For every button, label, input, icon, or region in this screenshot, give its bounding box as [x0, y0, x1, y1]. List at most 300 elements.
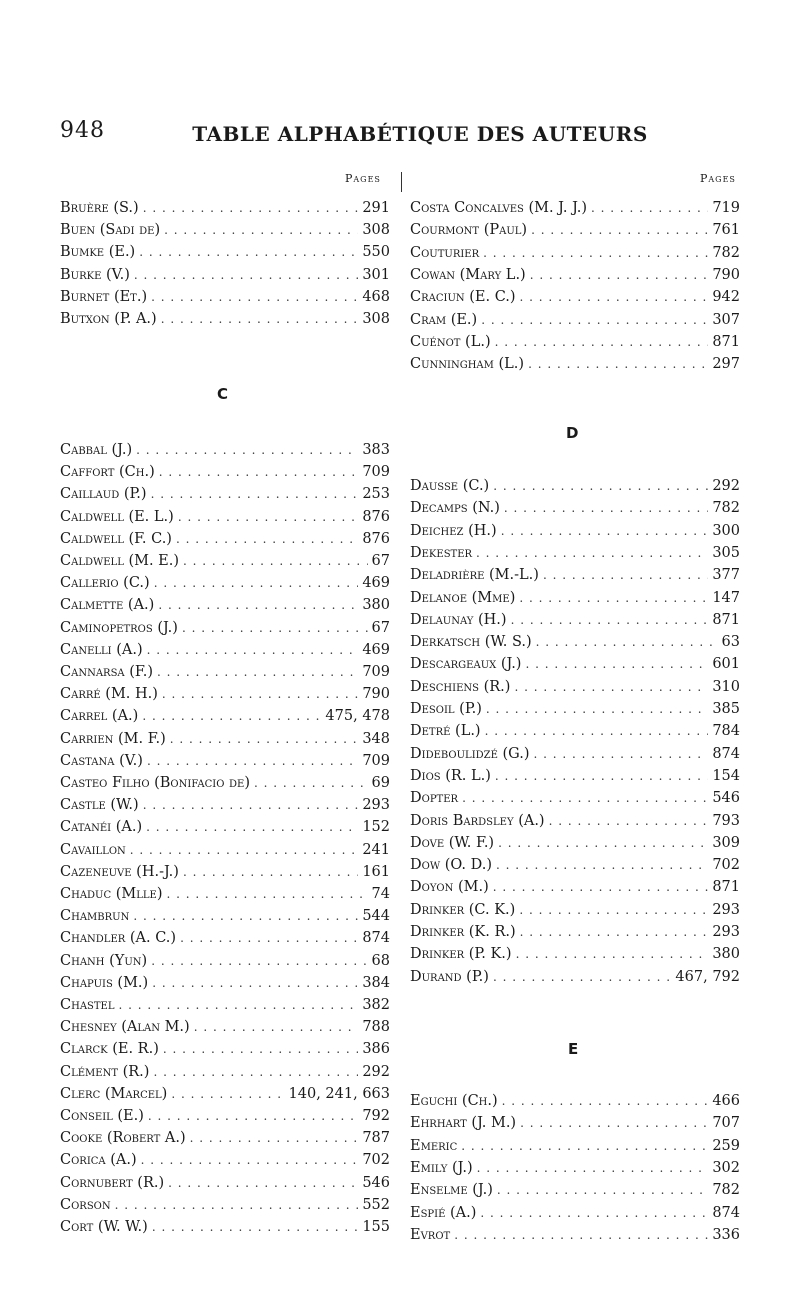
index-entry [60, 222, 390, 244]
page-references: 253 [362, 486, 390, 503]
author-name: Craciun (E. C.) [410, 289, 516, 306]
page-references: 336 [712, 1226, 740, 1243]
page-references: 147 [712, 589, 740, 606]
index-entry [410, 478, 740, 500]
leader-dots [477, 1161, 709, 1175]
author-name: Caldwell (M. E.) [60, 553, 180, 569]
author-name: Canelli (A.) [60, 641, 143, 658]
page-references: 161 [362, 863, 390, 880]
left-column-header: Pages [345, 172, 381, 185]
author-name: Chastel [60, 997, 115, 1013]
index-entry [410, 334, 740, 356]
page-references: 292 [362, 1063, 390, 1080]
page-references: 552 [362, 1196, 390, 1213]
author-name: Butxon (P. A.) [60, 311, 157, 327]
index-entry [60, 930, 390, 952]
leader-dots [133, 909, 358, 923]
author-name: Clarck (E. R.) [60, 1041, 159, 1058]
index-entry [60, 997, 390, 1019]
page-references: 793 [712, 812, 740, 829]
leader-dots [152, 976, 358, 990]
leader-dots [147, 754, 358, 768]
index-entry [60, 708, 390, 730]
index-entry [60, 886, 390, 908]
page-references: 876 [362, 530, 390, 547]
index-entry [60, 509, 390, 531]
left-column [60, 0, 390, 1304]
page-references: 386 [362, 1041, 390, 1058]
index-entry [410, 567, 740, 589]
author-name: Cazeneuve (H.-J.) [60, 863, 179, 880]
author-name: Corson [60, 1196, 111, 1213]
page-references: 546 [362, 1174, 390, 1191]
author-name: Delanoe (Mme) [410, 589, 516, 606]
index-entry [410, 813, 740, 835]
page-references: 790 [712, 266, 740, 283]
author-name: Carrel (A.) [60, 708, 139, 725]
index-entry [60, 642, 390, 664]
author-name: Clément (R.) [60, 1063, 150, 1080]
index-entry [410, 312, 740, 334]
author-name: Drinker (P. K.) [410, 946, 512, 963]
author-name: Cowan (Mary L.) [410, 266, 526, 283]
index-entry [410, 222, 740, 244]
leader-dots [162, 687, 358, 701]
leader-dots [146, 820, 358, 834]
leader-dots [190, 1131, 359, 1145]
author-name: Burnet (Et.) [60, 288, 148, 305]
page-references: 309 [712, 834, 740, 851]
author-name: Clerc (Marcel) [60, 1085, 168, 1102]
author-name: Dove (W. F.) [410, 834, 495, 851]
index-entry [60, 1041, 390, 1063]
index-entry [410, 1093, 740, 1115]
index-entry [410, 902, 740, 924]
index-entry [60, 975, 390, 997]
leader-dots [154, 576, 359, 590]
author-name: Deladrière (M.-L.) [410, 567, 539, 584]
leader-dots [496, 858, 708, 872]
leader-dots [141, 1153, 359, 1167]
leader-dots [493, 880, 709, 894]
author-name: Chesney (Alan M.) [60, 1019, 190, 1036]
leader-dots [519, 591, 708, 605]
index-entry [60, 731, 390, 753]
page-references: 292 [712, 478, 740, 494]
index-entry [410, 590, 740, 612]
page-references: 152 [362, 819, 390, 836]
page-references: 383 [362, 442, 390, 458]
leader-dots [528, 357, 708, 371]
leader-dots [171, 1087, 284, 1101]
author-name: Couturier [410, 244, 480, 261]
author-name: Callerio (C.) [60, 575, 150, 592]
index-entry [410, 289, 740, 311]
page-references: 782 [712, 500, 740, 517]
index-entry [410, 969, 740, 991]
index-entry [410, 1138, 740, 1160]
page-references: 601 [712, 656, 740, 673]
page-references: 871 [712, 611, 740, 628]
page-references: 377 [712, 567, 740, 584]
index-entry [60, 531, 390, 553]
page-references: 385 [712, 701, 740, 717]
leader-dots [495, 769, 708, 783]
page-references: 293 [712, 924, 740, 940]
leader-dots [153, 1065, 358, 1079]
page-references: 291 [362, 200, 390, 216]
author-name: Cooke (Robert A.) [60, 1130, 186, 1147]
author-name: Detré (L.) [410, 723, 481, 740]
leader-dots [531, 223, 708, 237]
author-name: Dekester [410, 544, 473, 561]
author-name: Cabbal (J.) [60, 442, 133, 458]
author-name: Emily (J.) [410, 1159, 473, 1176]
author-name: Deschiens (R.) [410, 678, 511, 695]
author-name: Chaduc (Mlle) [60, 886, 163, 902]
index-entry [60, 267, 390, 289]
page-references: 348 [362, 730, 390, 747]
page-references: 293 [712, 901, 740, 918]
leader-dots [176, 532, 358, 546]
author-name: Delaunay (H.) [410, 611, 507, 628]
leader-dots [151, 290, 358, 304]
author-name: Costa Concalves (M. J. J.) [410, 200, 588, 216]
leader-dots [520, 290, 709, 304]
leader-dots [178, 510, 359, 524]
index-entry [60, 597, 390, 619]
leader-dots [161, 312, 359, 326]
leader-dots [163, 1042, 358, 1056]
index-entry [410, 790, 740, 812]
page-references: 784 [712, 723, 740, 740]
page-references: 380 [712, 946, 740, 963]
index-entry [60, 686, 390, 708]
page-references: 241 [362, 841, 390, 858]
leader-dots [591, 201, 708, 215]
index-entry [410, 523, 740, 545]
index-entry [410, 879, 740, 901]
author-name: Caminopetros (J.) [60, 619, 178, 636]
author-name: Deichez (H.) [410, 522, 497, 539]
page-references: 69 [371, 775, 390, 791]
index-entry [60, 753, 390, 775]
page-references: 782 [712, 1182, 740, 1199]
index-entry [410, 857, 740, 879]
leader-dots [159, 465, 359, 479]
page-references: 297 [712, 356, 740, 373]
index-entry [410, 656, 740, 678]
index-entry [410, 701, 740, 723]
author-name: Calmette (A.) [60, 597, 155, 614]
leader-dots [481, 313, 708, 327]
page-references: 68 [371, 952, 390, 969]
index-entry [60, 797, 390, 819]
author-name: Caldwell (F. C.) [60, 530, 172, 547]
index-entry [410, 356, 740, 378]
leader-dots [164, 223, 358, 237]
leader-dots [147, 643, 359, 657]
page-references: 709 [362, 752, 390, 769]
index-entry [410, 1160, 740, 1182]
leader-dots [182, 621, 368, 635]
index-entry [60, 1019, 390, 1041]
leader-dots [158, 598, 358, 612]
page-references: 709 [362, 664, 390, 680]
page-references: 467, 792 [675, 968, 740, 985]
page-references: 475, 478 [325, 708, 390, 725]
author-name: Castana (V.) [60, 752, 143, 769]
index-entry [60, 908, 390, 930]
index-entry [410, 835, 740, 857]
page-references: 380 [362, 597, 390, 614]
page-references: 702 [362, 1152, 390, 1169]
leader-dots [183, 865, 358, 879]
leader-dots [504, 501, 708, 515]
page-references: 787 [362, 1130, 390, 1147]
author-name: Drinker (K. R.) [410, 924, 516, 940]
page-references: 293 [362, 797, 390, 814]
index-entry [410, 1182, 740, 1204]
page-references: 707 [712, 1115, 740, 1132]
author-name: Doris Bardsley (A.) [410, 812, 545, 829]
author-name: Dios (R. L.) [410, 767, 491, 784]
index-entry [60, 200, 390, 222]
leader-dots [495, 335, 709, 349]
leader-dots [525, 657, 708, 671]
index-entry [60, 442, 390, 464]
author-name: Caldwell (E. L.) [60, 508, 174, 525]
leader-dots [501, 524, 709, 538]
page-references: 259 [712, 1137, 740, 1154]
section-letter-d: D [566, 424, 579, 442]
index-entry [60, 1152, 390, 1174]
leader-dots [151, 487, 359, 501]
page-number: 948 [60, 118, 105, 143]
author-name: Drinker (C. K.) [410, 901, 516, 918]
leader-dots [194, 1020, 359, 1034]
author-name: Corica (A.) [60, 1152, 137, 1169]
index-entry [60, 289, 390, 311]
author-name: Doyon (M.) [410, 879, 489, 896]
page-references: 67 [371, 553, 390, 569]
leader-dots [115, 1198, 359, 1212]
page-references: 871 [712, 879, 740, 896]
author-name: Cuénot (L.) [410, 333, 491, 350]
page-references: 300 [712, 522, 740, 539]
index-entry [60, 842, 390, 864]
index-entry [60, 1197, 390, 1219]
column-divider [401, 172, 402, 192]
author-name: Chapuis (M.) [60, 974, 149, 991]
page-references: 67 [371, 619, 390, 636]
index-entry [410, 924, 740, 946]
leader-dots [486, 702, 708, 716]
index-entry [410, 267, 740, 289]
author-name: Courmont (Paul) [410, 222, 528, 239]
leader-dots [462, 791, 708, 805]
index-entry [60, 1108, 390, 1130]
index-entry [410, 545, 740, 567]
page-references: 702 [712, 857, 740, 874]
page-references: 550 [362, 244, 390, 261]
page-references: 874 [712, 745, 740, 762]
author-name: Caillaud (P.) [60, 486, 147, 503]
leader-dots [511, 613, 709, 627]
index-entry [410, 200, 740, 222]
leader-dots [516, 947, 709, 961]
leader-dots [180, 931, 358, 945]
leader-dots [493, 970, 671, 984]
leader-dots [497, 1183, 708, 1197]
leader-dots [498, 836, 708, 850]
section-letter-e: E [568, 1040, 579, 1058]
index-entry [60, 486, 390, 508]
leader-dots [142, 709, 321, 723]
leader-dots [168, 1176, 358, 1190]
author-name: Espié (A.) [410, 1204, 477, 1221]
index-entry [410, 245, 740, 267]
author-name: Emeric [410, 1137, 458, 1154]
author-name: Catanéi (A.) [60, 819, 143, 836]
page-references: 307 [712, 311, 740, 328]
index-entry [60, 819, 390, 841]
author-name: Desoil (P.) [410, 701, 482, 717]
author-name: Cram (E.) [410, 311, 478, 328]
leader-dots [143, 798, 359, 812]
right-column-header: Pages [700, 172, 736, 185]
leader-dots [514, 680, 708, 694]
page-references: 140, 241, 663 [288, 1085, 390, 1102]
page-references: 942 [712, 289, 740, 306]
author-name: Bruère (S.) [60, 200, 139, 216]
author-name: Bumke (E.) [60, 244, 136, 261]
author-name: Caffort (Ch.) [60, 464, 155, 481]
page-references: 544 [362, 908, 390, 925]
leader-dots [157, 665, 358, 679]
section-letter-c: C [217, 385, 229, 403]
index-entry [60, 1175, 390, 1197]
page-references: 761 [712, 222, 740, 239]
author-name: Evrot [410, 1226, 451, 1243]
page-references: 468 [362, 288, 390, 305]
page-references: 466 [712, 1093, 740, 1109]
leader-dots [480, 1206, 708, 1220]
page-references: 790 [362, 686, 390, 703]
leader-dots [134, 268, 358, 282]
page-references: 155 [362, 1219, 390, 1235]
page-references: 154 [712, 767, 740, 784]
page-references: 308 [362, 222, 390, 239]
page-references: 546 [712, 790, 740, 807]
index-entry [410, 768, 740, 790]
index-entry [60, 311, 390, 333]
index-entry [60, 553, 390, 575]
leader-dots [183, 554, 368, 568]
leader-dots [151, 954, 367, 968]
author-name: Dow (O. D.) [410, 857, 492, 874]
leader-dots [502, 1094, 709, 1108]
index-entry [60, 464, 390, 486]
leader-dots [476, 546, 708, 560]
author-name: Cunningham (L.) [410, 356, 525, 373]
author-name: Castle (W.) [60, 797, 139, 814]
author-name: Eguchi (Ch.) [410, 1093, 498, 1109]
page-references: 782 [712, 244, 740, 261]
leader-dots [520, 1116, 708, 1130]
page-references: 792 [362, 1108, 390, 1124]
index-entry [410, 1205, 740, 1227]
index-entry [410, 946, 740, 968]
author-name: Cort (W. W.) [60, 1219, 148, 1235]
leader-dots [254, 776, 368, 790]
page-references: 74 [371, 886, 390, 902]
author-name: Durand (P.) [410, 968, 489, 985]
right-column [410, 0, 740, 1304]
leader-dots [454, 1228, 708, 1242]
index-entry [60, 664, 390, 686]
index-entry [410, 612, 740, 634]
page-references: 310 [712, 678, 740, 695]
leader-dots [143, 201, 359, 215]
index-entry [60, 775, 390, 797]
author-name: Dideboulidzé (G.) [410, 745, 530, 762]
index-entry [410, 679, 740, 701]
author-name: Cornubert (R.) [60, 1174, 165, 1191]
leader-dots [536, 635, 718, 649]
page-references: 871 [712, 333, 740, 350]
index-entry [60, 1219, 390, 1241]
author-name: Cavaillon [60, 841, 126, 858]
page-references: 384 [362, 974, 390, 991]
author-name: Chandler (A. C.) [60, 930, 177, 947]
author-name: Buen (Sadi de) [60, 222, 161, 239]
author-name: Chanh (Yun) [60, 952, 148, 969]
author-name: Dausse (C.) [410, 478, 490, 494]
page-references: 469 [362, 641, 390, 658]
page-title: TABLE ALPHABÉTIQUE DES AUTEURS [192, 122, 648, 146]
leader-dots [534, 747, 709, 761]
index-entry [410, 723, 740, 745]
index-entry [60, 1086, 390, 1108]
page-references: 63 [721, 634, 740, 651]
author-name: Carrien (M. F.) [60, 730, 166, 747]
leader-dots [549, 814, 709, 828]
leader-dots [139, 245, 358, 259]
author-name: Descargeaux (J.) [410, 656, 522, 673]
index-entry [60, 244, 390, 266]
leader-dots [119, 998, 359, 1012]
index-entry [60, 953, 390, 975]
index-entry [60, 1130, 390, 1152]
page-references: 382 [362, 997, 390, 1013]
author-name: Burke (V.) [60, 266, 130, 283]
leader-dots [148, 1109, 358, 1123]
page-references: 874 [712, 1204, 740, 1221]
page-references: 301 [362, 266, 390, 283]
index-entry [60, 620, 390, 642]
author-name: Casteo Filho (Bonifacio de) [60, 775, 251, 791]
author-name: Ehrhart (J. M.) [410, 1115, 517, 1132]
index-entry [410, 746, 740, 768]
author-name: Carré (M. H.) [60, 686, 158, 703]
leader-dots [152, 1220, 359, 1234]
index-entry [410, 1227, 740, 1249]
leader-dots [461, 1139, 708, 1153]
author-name: Dopter [410, 790, 459, 807]
page-references: 874 [362, 930, 390, 947]
leader-dots [130, 843, 359, 857]
